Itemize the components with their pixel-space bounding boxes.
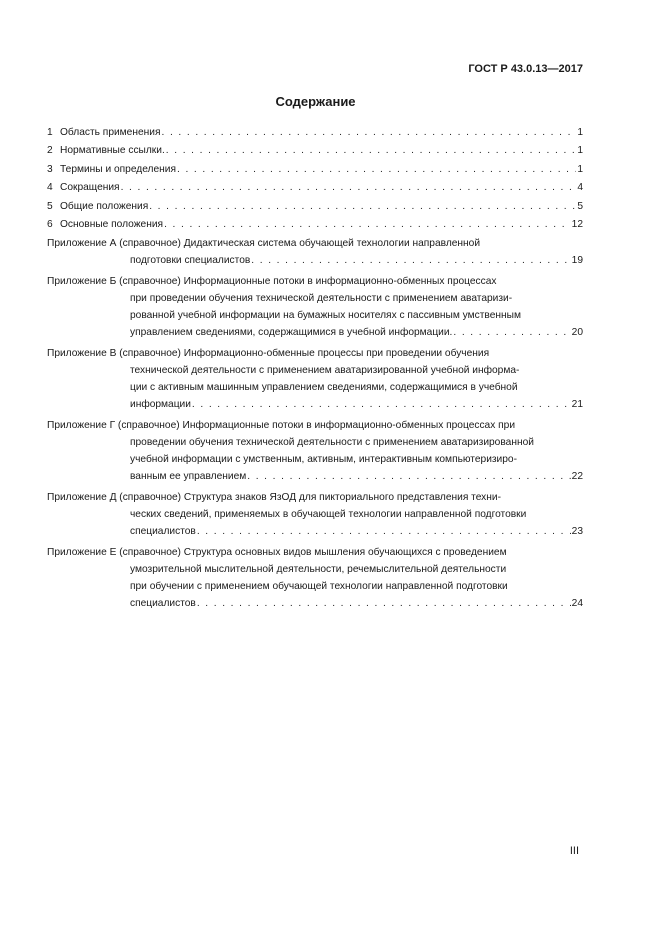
appendix-line: умозрительной мыслительной деятельности, речемыслительной деятельности bbox=[130, 564, 507, 576]
leader-dots bbox=[149, 198, 576, 216]
leader-dots bbox=[166, 142, 577, 160]
appendix-line: проведении обучения технической деятельности с применением аватаризированной bbox=[130, 437, 534, 449]
appendix-line: Приложение Е (справочное) Структура основных видов мышления обучающихся с проведением bbox=[47, 547, 507, 559]
entry-number: 3 bbox=[47, 163, 53, 175]
entry-number: 2 bbox=[47, 145, 53, 157]
appendix-last-line bbox=[47, 324, 583, 341]
table-of-contents bbox=[47, 124, 583, 612]
appendix-line: учебной информации с умственным, активным, интерактивным компьютеризиро- bbox=[130, 454, 517, 466]
appendix-title-end: специалистов bbox=[130, 526, 196, 538]
appendix-last-line bbox=[47, 595, 583, 612]
appendix-line: Приложение Б (справочное) Информационные потоки в информационно-обменных процессах bbox=[47, 276, 497, 288]
appendix-last-line bbox=[47, 396, 583, 413]
entry-number: 4 bbox=[47, 182, 53, 194]
appendix-line: при обучении с применением обучающей технологии направленной подготовки bbox=[130, 581, 508, 593]
entry-page: 1 bbox=[577, 145, 583, 157]
toc-entry[interactable] bbox=[47, 161, 583, 179]
appendix-line: рованной учебной информации на бумажных носителях с пассивным умственным bbox=[130, 310, 521, 322]
entry-page: 24 bbox=[571, 598, 583, 610]
page-number: III bbox=[569, 845, 579, 857]
entry-number: 6 bbox=[47, 219, 53, 231]
appendix-title-end: специалистов bbox=[130, 598, 196, 610]
leader-dots bbox=[121, 179, 577, 197]
appendix-line: Приложение В (справочное) Информационно-обменные процессы при проведении обучения bbox=[47, 348, 490, 360]
toc-entry[interactable] bbox=[47, 124, 583, 142]
leader-dots bbox=[247, 468, 570, 485]
entry-title: Сокращения bbox=[60, 182, 120, 194]
appendix-line: Приложение Д (справочное) Структура знаков ЯзОД для пиктoриального представления техни- bbox=[47, 492, 501, 504]
entry-title: Область применения bbox=[60, 127, 161, 138]
appendix-entry[interactable] bbox=[47, 235, 583, 269]
appendix-entry[interactable] bbox=[47, 273, 583, 341]
leader-dots bbox=[192, 396, 571, 413]
appendix-title-end: управлением сведениями, содержащимися в учебной информации. bbox=[130, 327, 453, 339]
appendix-line: Приложение А (справочное) Дидактическая система обучающей технологии направленной bbox=[47, 238, 481, 250]
entry-page: 5 bbox=[577, 200, 583, 212]
entry-page: 1 bbox=[577, 163, 583, 175]
entry-page: 23 bbox=[571, 526, 583, 538]
appendix-entry[interactable] bbox=[47, 489, 583, 540]
leader-dots bbox=[177, 161, 576, 179]
appendix-entry[interactable] bbox=[47, 544, 583, 612]
leader-dots bbox=[161, 124, 576, 142]
toc-entry[interactable] bbox=[47, 198, 583, 216]
entry-page: 22 bbox=[571, 471, 583, 483]
appendix-title-end: ванным ее управлением bbox=[130, 471, 247, 483]
appendix-line: Приложение Г (справочное) Информационные потоки в информационно-обменных процессах при bbox=[47, 420, 516, 432]
appendix-line: технической деятельности с применением аватаризированной учебной информа- bbox=[130, 365, 520, 377]
appendix-title-end: информации bbox=[130, 399, 191, 411]
appendix-entry[interactable] bbox=[47, 345, 583, 413]
appendix-entry[interactable] bbox=[47, 417, 583, 485]
appendix-line: при проведении обучения технической деятельности с применением аватаризи- bbox=[130, 293, 513, 305]
leader-dots bbox=[197, 523, 571, 540]
entry-page: 19 bbox=[571, 255, 583, 267]
appendix-line: ции с активным машинным управлением сведениями, содержащимися в учебной bbox=[130, 382, 518, 394]
entry-page: 21 bbox=[571, 399, 583, 411]
entry-title: Общие положения bbox=[60, 200, 149, 212]
toc-entry[interactable] bbox=[47, 179, 583, 197]
leader-dots bbox=[453, 324, 570, 341]
leader-dots bbox=[164, 216, 571, 234]
entry-number: 5 bbox=[47, 200, 53, 212]
entry-page: 12 bbox=[571, 219, 583, 231]
entry-title: Термины и определения bbox=[60, 163, 176, 175]
appendix-last-line bbox=[47, 252, 583, 269]
appendix-line: ческих сведений, применяемых в обучающей технологии направленной подготовки bbox=[130, 509, 527, 521]
standard-code: ГОСТ Р 43.0.13—2017 bbox=[468, 63, 583, 75]
appendix-last-line bbox=[47, 523, 583, 540]
toc-entry[interactable] bbox=[47, 216, 583, 234]
entry-number: 1 bbox=[47, 127, 53, 138]
leader-dots bbox=[197, 595, 571, 612]
appendix-title-end: подготовки специалистов bbox=[130, 255, 251, 267]
leader-dots bbox=[251, 252, 570, 269]
page-title: Содержание bbox=[275, 94, 356, 109]
toc-entry[interactable] bbox=[47, 142, 583, 160]
appendix-last-line bbox=[47, 468, 583, 485]
entry-title: Нормативные ссылки. bbox=[60, 145, 165, 157]
entry-page: 4 bbox=[577, 182, 583, 194]
entry-page: 1 bbox=[577, 127, 583, 138]
entry-page: 20 bbox=[571, 327, 583, 339]
entry-title: Основные положения bbox=[60, 219, 164, 231]
